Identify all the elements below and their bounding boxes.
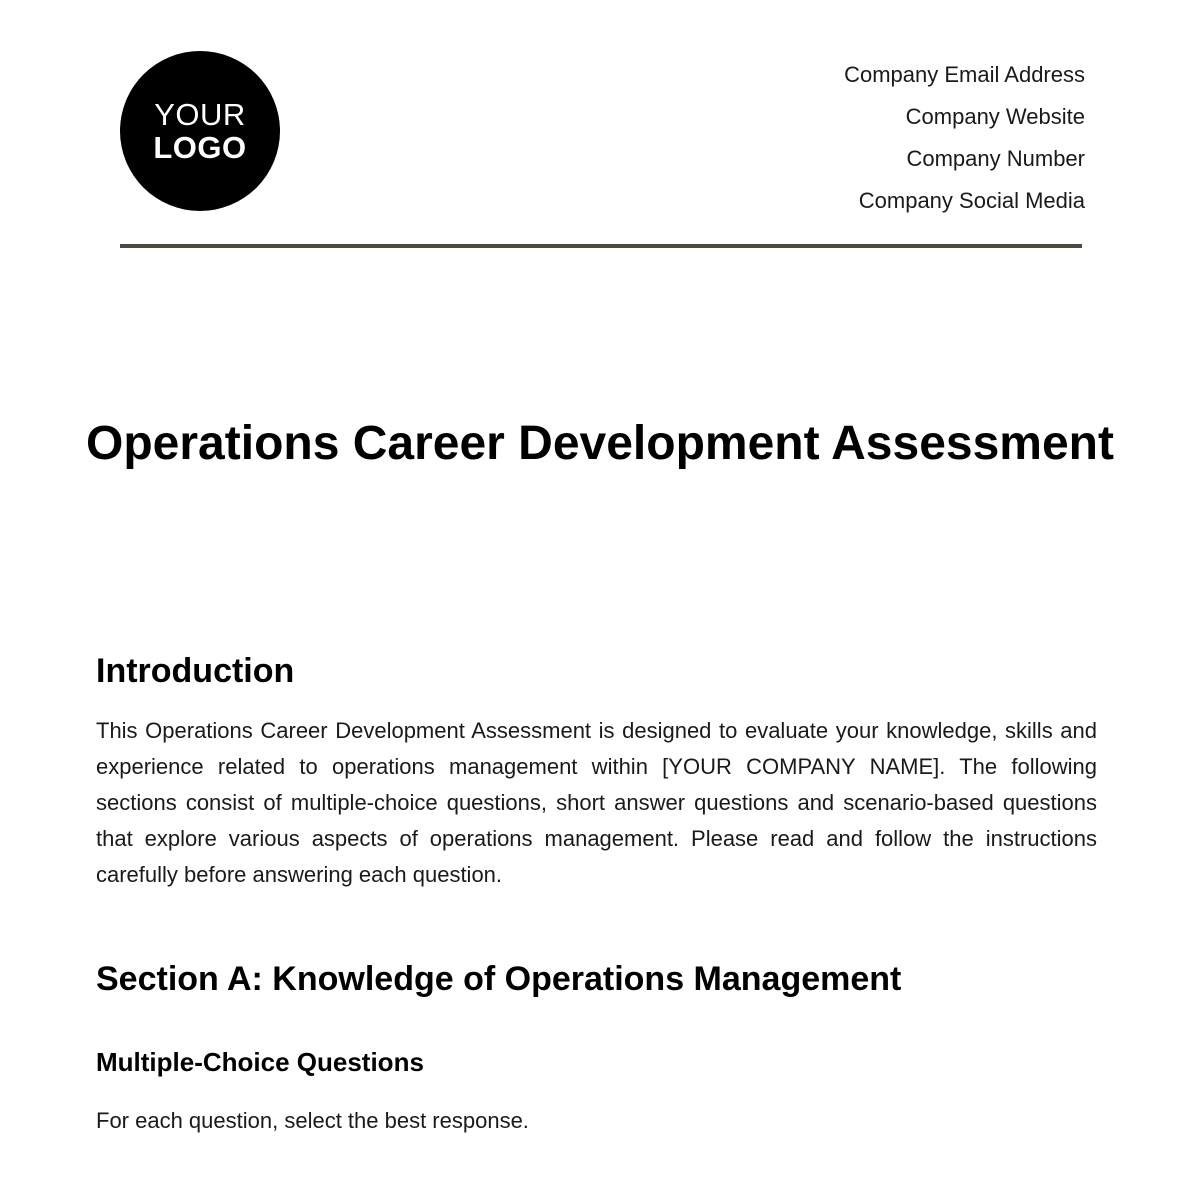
multiple-choice-instruction: For each question, select the best response. [96, 1108, 529, 1133]
header-divider [120, 244, 1082, 248]
company-logo [120, 51, 280, 211]
company-website: Company Website [905, 104, 1085, 129]
introduction-text: This Operations Career Development Assessment is designed to evaluate your knowledge, skills and experience related to operations management within [YOUR COMPANY NAME]. The following sections consist of multiple-choice questions, short answer questions and scenario-based questions that explore various aspects of operations management. Please read and follow the instructions carefully before answering each question. [96, 718, 1097, 887]
section-a-heading: Section A: Knowledge of Operations Management [96, 960, 902, 998]
multiple-choice-heading: Multiple-Choice Questions [96, 1047, 424, 1077]
document-body [96, 648, 1097, 1139]
company-contact-block [844, 54, 1085, 222]
document-title: Operations Career Development Assessment [86, 417, 1114, 470]
introduction-heading: Introduction [96, 652, 295, 690]
company-email: Company Email Address [844, 62, 1085, 87]
company-number: Company Number [906, 146, 1085, 171]
section-a [96, 956, 1097, 1139]
logo-text-line1: YOUR [154, 97, 246, 133]
logo-text-line2: LOGO [153, 130, 247, 165]
company-social-media: Company Social Media [858, 188, 1085, 213]
